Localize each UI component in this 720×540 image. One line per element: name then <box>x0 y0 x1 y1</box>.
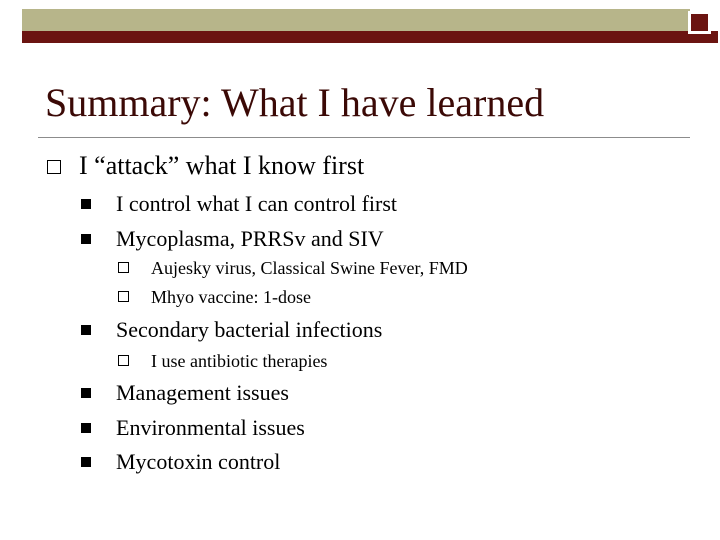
bullet-item: Mycotoxin control <box>116 449 281 474</box>
title-divider <box>38 137 690 138</box>
slide-title: Summary: What I have learned <box>45 80 545 125</box>
sub-bullet-item: I use antibiotic therapies <box>151 351 328 371</box>
sub-bullet-item: Mhyo vaccine: 1-dose <box>151 287 311 307</box>
bullet-item: Mycoplasma, PRRSv and SIV <box>116 226 384 251</box>
solid-square-bullet-icon <box>81 388 91 398</box>
solid-square-bullet-icon <box>81 457 91 467</box>
header-bar-olive <box>22 9 690 31</box>
hollow-square-bullet-icon <box>118 262 129 273</box>
hollow-square-bullet-icon <box>47 160 61 174</box>
solid-square-bullet-icon <box>81 423 91 433</box>
hollow-square-bullet-icon <box>118 355 129 366</box>
solid-square-bullet-icon <box>81 199 91 209</box>
bullet-item: I “attack” what I know first <box>79 151 365 180</box>
solid-square-bullet-icon <box>81 325 91 335</box>
sub-bullet-item: Aujesky virus, Classical Swine Fever, FMD <box>151 258 468 278</box>
corner-square-decoration <box>688 11 711 34</box>
bullet-item: Secondary bacterial infections <box>116 317 383 342</box>
bullet-item: I control what I can control first <box>116 191 398 216</box>
bullet-item: Management issues <box>116 380 289 405</box>
header-bar-maroon <box>22 31 718 43</box>
solid-square-bullet-icon <box>81 234 91 244</box>
bullet-item: Environmental issues <box>116 415 305 440</box>
hollow-square-bullet-icon <box>118 291 129 302</box>
